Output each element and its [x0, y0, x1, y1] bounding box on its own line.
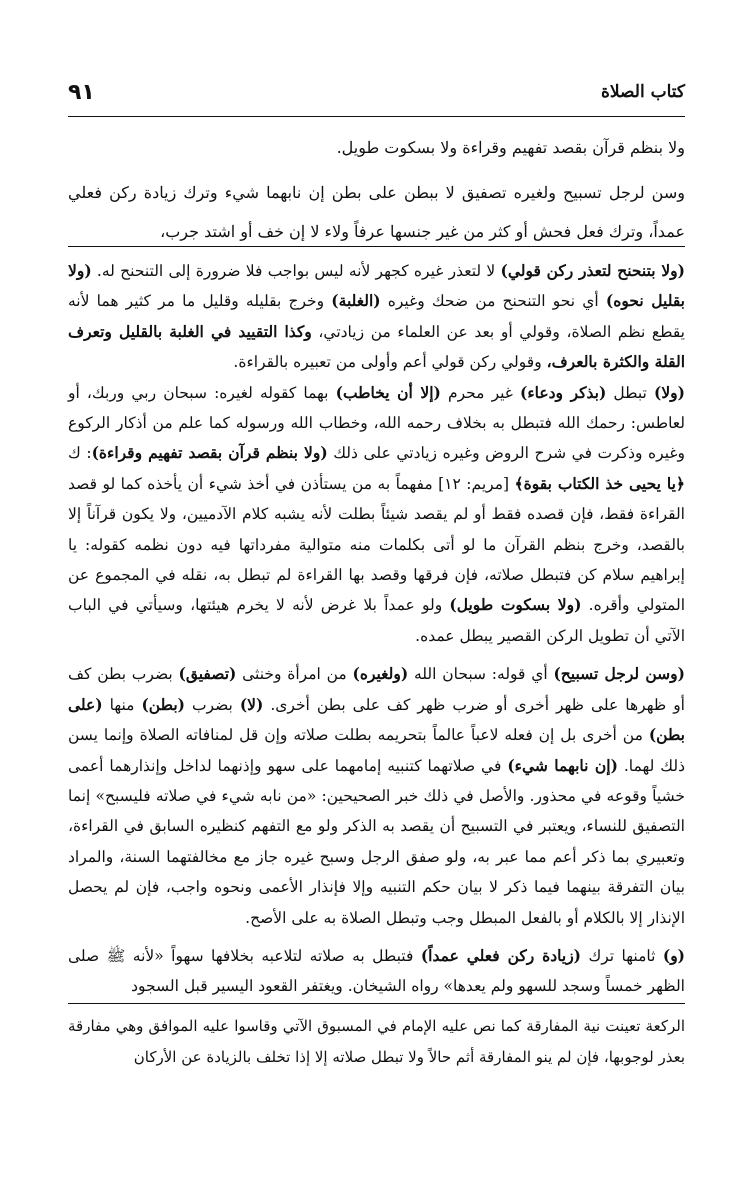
bold-phrase: (على بطن)	[68, 694, 685, 745]
text-span: : ك	[68, 444, 92, 463]
commentary-paragraph-2	[68, 378, 685, 652]
text-span: من امرأة وخنثى	[236, 665, 353, 684]
text-span: أي قوله: سبحان الله	[408, 665, 554, 684]
main-paragraph-2: وسن لرجل تسبيح ولغيره تصفيق لا ببطن على بطن إن نابهما شيء وترك زيادة ركن فعلي عمداً، وترك فعل فحش أو كثر من غير جنسها عرفاً ولاء لا إن خف أو اشتد جرب،	[68, 183, 685, 241]
book-title: كتاب الصلاة	[600, 82, 685, 102]
text-span: ثامنها ترك	[581, 946, 663, 965]
bold-phrase: (بطن)	[141, 694, 185, 714]
text-span: ولو عمداً بلا غرض لأنه لا يخرم هيئتها، وسيأتي في الباب الآتي أن تطويل الركن القصير يبطل عمده.	[68, 596, 685, 645]
divider-main-commentary	[68, 246, 685, 247]
bold-phrase: (ولا بتنحنح لتعذر ركن قولي)	[500, 261, 685, 280]
page-header	[68, 76, 685, 117]
footnote-text	[68, 1011, 685, 1073]
bold-phrase: (ولا بقليل نحوه)	[68, 261, 685, 311]
bold-phrase: (إلا أن يخاطب)	[335, 382, 441, 402]
commentary-paragraph-3	[68, 659, 685, 933]
divider-footnote	[68, 1003, 685, 1004]
text-span: [مريم: ١٢] مفهماً به من يستأذن في أخذ شيء أن يأخذه كما لو قصد القراءة فقط، فإن قصده فقط أو لم يقصد شيئاً بطلت لأنه يشبه كلام الآدميين، ولا يكون قرآناً إلا بالقصد، وخرج بنظم القرآن ما لو أتى بكلمات منه متوالية مفرداتها فيه دون نظمه كقوله: يا إبراهيم سلام كن فتبطل صلاته، فإن فرقها وقصد بها القراءة لم تبطل به، نقله في المجموع عن المتولي وأقره.	[68, 474, 686, 615]
text-span: تبطل	[606, 383, 654, 402]
bold-phrase: (ولا بسكوت طويل)	[449, 595, 582, 615]
commentary-paragraph-4	[68, 941, 685, 1002]
bold-phrase: (ولا)	[653, 382, 685, 402]
bold-phrase: (تصفيق)	[178, 664, 237, 684]
page-number: ٩١	[68, 80, 95, 105]
text-span: من أخرى بل إن فعله لاعباً عالماً بتحريمه بطلت صلاته وإن قل لمنافاته الصلاة وإنما يسن ذلك لهما.	[68, 726, 685, 775]
bold-phrase: (إن نابهما شيء)	[507, 755, 618, 775]
text-span: أي نحو التنحنح من ضحك وغيره	[380, 292, 606, 311]
text-span: لا لتعذر غيره كجهر لأنه ليس بواجب فلا ضرورة إلى التنحنح له.	[91, 262, 501, 280]
main-paragraph-1: ولا بنظم قرآن بقصد تفهيم وقراءة ولا بسكوت طويل.	[336, 138, 685, 157]
bold-phrase: (وسن لرجل تسبيح)	[553, 664, 685, 684]
bold-phrase: (بذكر ودعاء)	[520, 382, 607, 402]
footnote-paragraph: الركعة تعينت نية المفارقة كما نص عليه الإمام في المسبوق الآتي وقاسوا عليه الموافق وهي مفارقة بعذر لوجوبها، فإن لم ينو المفارقة أثم حالاً ولا تبطل صلاته إلا إذا تخلف بالزيادة عن الأركان	[68, 1017, 685, 1066]
text-span: فتبطل به صلاته لتلاعبه بخلافها سهواً «لأنه ﷺ صلى الظهر خمساً وسجد للسهو ولم يعدها» رواه الشيخان. ويغتفر القعود اليسير قبل السجود	[68, 946, 685, 996]
text-span: وقولي ركن قولي أعم وأولى من تعبيره بالقراءة.	[233, 353, 547, 372]
bold-phrase: (ولغيره)	[352, 664, 409, 684]
text-span: بهما كقوله لغيره: سبحان ربي وربك، أو لعاطس: رحمك الله فتبطل به بخلاف رحمه الله، وخطاب الله ورسوله كما علم من أذكار الركوع وغيره وذكرت في شرح الروض وغيره زيادتي على ذلك	[68, 383, 685, 463]
text-span: في صلاتهما كتنبيه إمامهما على سهو وإذنهما لداخل وإنذارهما أعمى خشياً وقوعه في محذور. والأصل في ذلك خبر الصحيحين: «من نابه شيء في صلاته فليسبح» إنما التصفيق للنساء، ويعتبر في التسبيح أن يقصد به الذكر ولو مع التفهم كنظيره السابق في القراءة، وتعبيري بما ذكر أعم مما عبر به، ولو صفق الرجل وسبح غيره جاز مع مخالفتهما السنة، والمراد بيان التفرقة بينهما فيما ذكر لا بيان حكم التنبيه وإلا فإنذار الأعمى ونحوه واجب، فإن لم يحصل الإنذار إلا بالكلام أو بالفعل المبطل وجب وتبطل الصلاة به على الأصح.	[68, 756, 685, 927]
text-span: بضرب	[184, 695, 240, 714]
text-span: وخرج بقليله وقليل ما مر كثير هما لأنه يقطع نظم الصلاة، وقولي أو بعد عن العلماء من زيادتي،	[68, 292, 685, 341]
commentary-text	[68, 256, 685, 1002]
bold-phrase: (الغلبة)	[331, 291, 381, 311]
text-span: منها	[102, 695, 142, 714]
bold-phrase: وكذا التقييد في الغلبة بالقليل وتعرف القلة والكثرة بالعرف،	[68, 321, 685, 372]
text-span: غير محرم	[440, 383, 521, 402]
bold-phrase: (و)	[662, 945, 686, 965]
text-span: بضرب بطن كف أو ظهرها على ظهر أخرى أو ضرب ظهر كف على بطن أخرى.	[68, 665, 685, 714]
bold-phrase: (ولا بنظم قرآن بقصد تفهيم وقراءة)	[91, 443, 328, 463]
main-text	[68, 128, 685, 251]
commentary-paragraph-1	[68, 256, 685, 378]
quran-verse: ﴿يا يحيى خذ الكتاب بقوة﴾	[514, 473, 685, 493]
bold-phrase: (زيادة ركن فعلي عمداً)	[420, 945, 582, 965]
bold-phrase: (لا)	[239, 694, 264, 714]
